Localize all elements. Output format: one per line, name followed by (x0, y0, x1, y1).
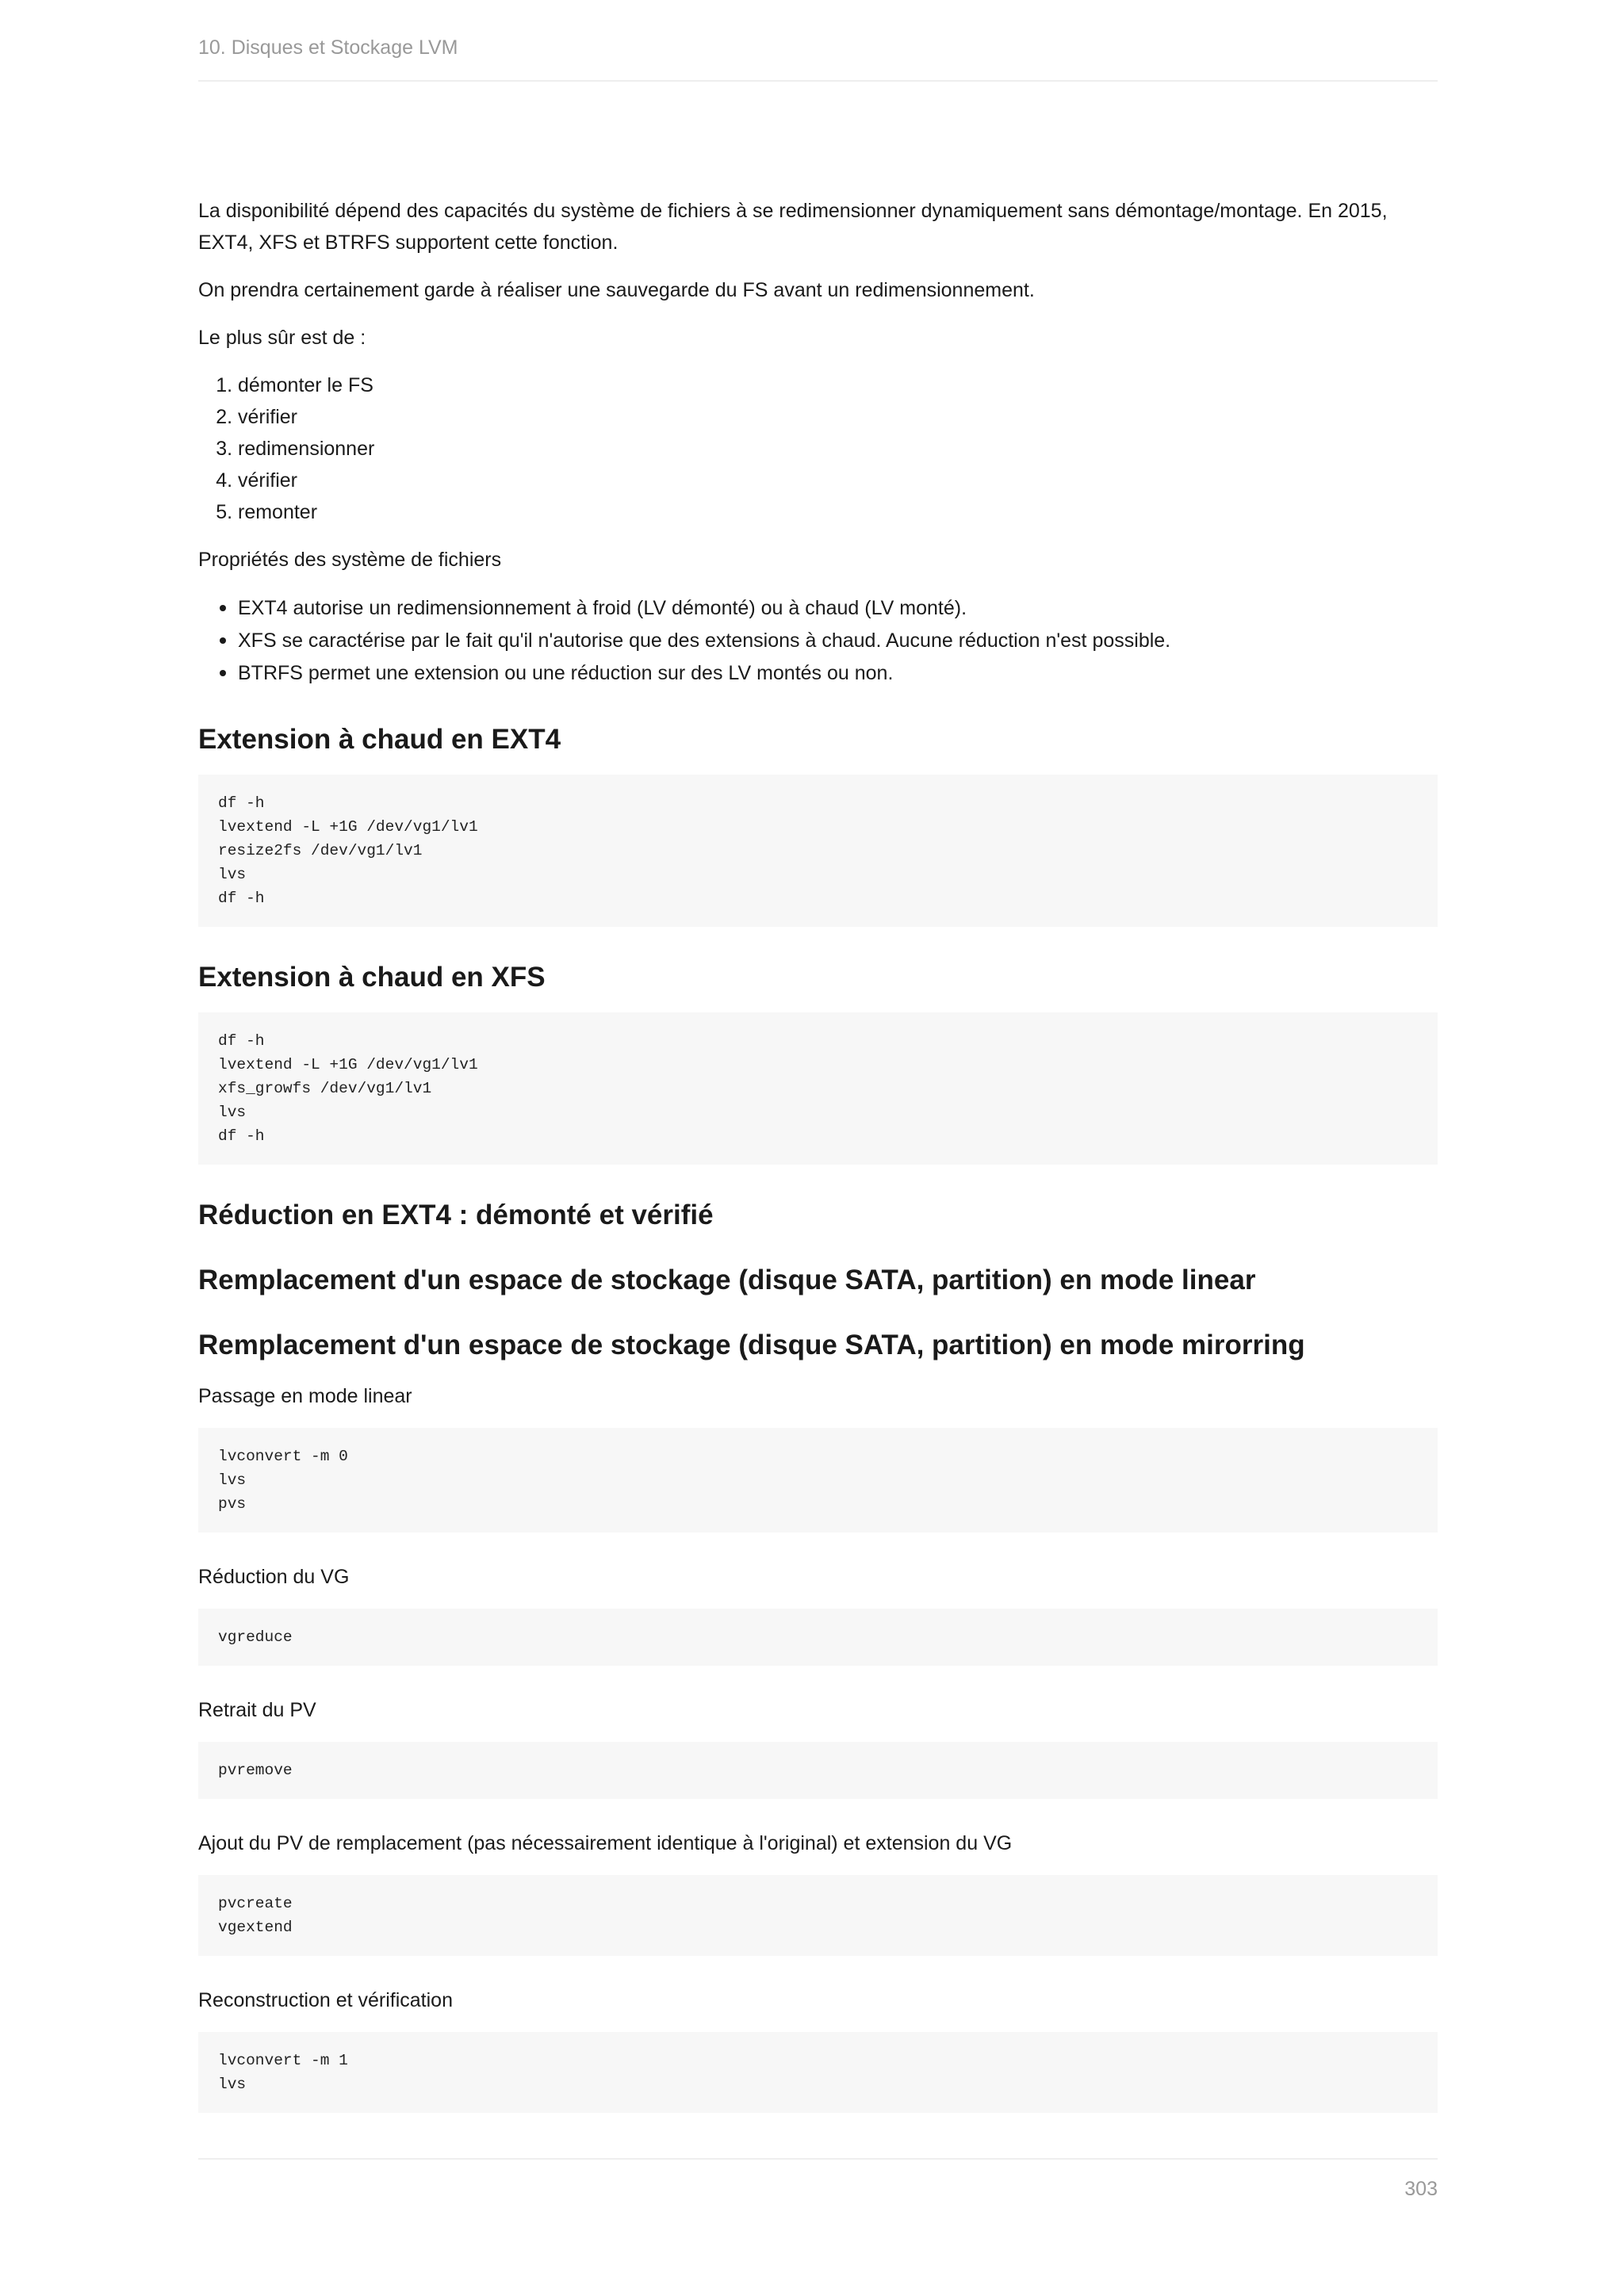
code-block-vgreduce (198, 1609, 1438, 1666)
code-line: lvs (218, 866, 247, 883)
code-line: lvs (218, 2076, 247, 2093)
code-line: resize2fs /dev/vg1/lv1 (218, 842, 423, 859)
code-line: pvcreate (218, 1895, 293, 1912)
code-block-rebuild (198, 2032, 1438, 2113)
code-line: xfs_growfs /dev/vg1/lv1 (218, 1080, 432, 1097)
list-item: • BTRFS permet une extension ou une réduction sur des LV montés ou non. (238, 656, 1438, 689)
fs-properties-title: Propriétés des système de fichiers (198, 549, 502, 571)
fs-properties-list (198, 591, 1438, 689)
code-line: lvs (218, 1471, 247, 1489)
running-header: 10. Disques et Stockage LVM (198, 36, 458, 59)
code-line: lvconvert -m 1 (218, 2052, 348, 2069)
code-line: lvextend -L +1G /dev/vg1/lv1 (218, 818, 478, 836)
list-item: 3. redimensionner (238, 433, 1438, 465)
code-line: df -h (218, 1032, 265, 1050)
safe-steps-list (198, 369, 1438, 528)
step-label: Reconstruction et vérification (198, 1989, 453, 2011)
step-label: Passage en mode linear (198, 1385, 412, 1407)
heading-ext4-extension: Extension à chaud en EXT4 (198, 724, 561, 755)
heading-ext4-reduction: Réduction en EXT4 : démonté et vérifié (198, 1200, 714, 1230)
code-line: lvs (218, 1104, 247, 1121)
list-item: • EXT4 autorise un redimensionnement à froid (LV démonté) ou à chaud (LV monté). (238, 591, 1438, 624)
code-line: lvconvert -m 0 (218, 1448, 348, 1465)
backup-note: On prendra certainement garde à réaliser une sauvegarde du FS avant un redimensionnement. (198, 279, 1035, 301)
heading-mirror-replacement: Remplacement d'un espace de stockage (disque SATA, partition) en mode mirorring (198, 1330, 1305, 1360)
list-item: 2. vérifier (238, 401, 1438, 433)
heading-xfs-extension: Extension à chaud en XFS (198, 962, 546, 993)
code-block-linear-mode (198, 1428, 1438, 1533)
step-label: Retrait du PV (198, 1699, 316, 1721)
page-content (198, 195, 1438, 2141)
code-line: vgextend (218, 1919, 293, 1936)
intro-paragraph: La disponibilité dépend des capacités du système de fichiers à se redimensionner dynamiquement sans démontage/montage. En 2015, EXT4, XFS et BTRFS supportent cette fonction. (198, 200, 1388, 254)
list-item: 4. vérifier (238, 465, 1438, 496)
code-line: lvextend -L +1G /dev/vg1/lv1 (218, 1056, 478, 1073)
code-line: pvremove (218, 1762, 293, 1779)
code-line: df -h (218, 890, 265, 907)
heading-linear-replacement: Remplacement d'un espace de stockage (disque SATA, partition) en mode linear (198, 1265, 1256, 1295)
footer-divider (198, 2158, 1438, 2160)
list-item: 1. démonter le FS (238, 369, 1438, 401)
code-line: vgreduce (218, 1628, 293, 1646)
list-item: 5. remonter (238, 496, 1438, 528)
code-block-pvremove (198, 1742, 1438, 1799)
safest-intro: Le plus sûr est de : (198, 327, 366, 349)
code-line: pvs (218, 1495, 247, 1513)
code-block-xfs (198, 1012, 1438, 1165)
code-block-pvcreate (198, 1875, 1438, 1956)
code-block-ext4 (198, 775, 1438, 927)
step-label: Ajout du PV de remplacement (pas nécessairement identique à l'original) et extension du VG (198, 1832, 1013, 1854)
header-divider (198, 80, 1438, 82)
code-line: df -h (218, 1127, 265, 1145)
list-item: • XFS se caractérise par le fait qu'il n'autorise que des extensions à chaud. Aucune réduction n'est possible. (238, 624, 1438, 656)
step-label: Réduction du VG (198, 1566, 350, 1588)
page-number: 303 (1404, 2178, 1438, 2200)
code-line: df -h (218, 794, 265, 812)
